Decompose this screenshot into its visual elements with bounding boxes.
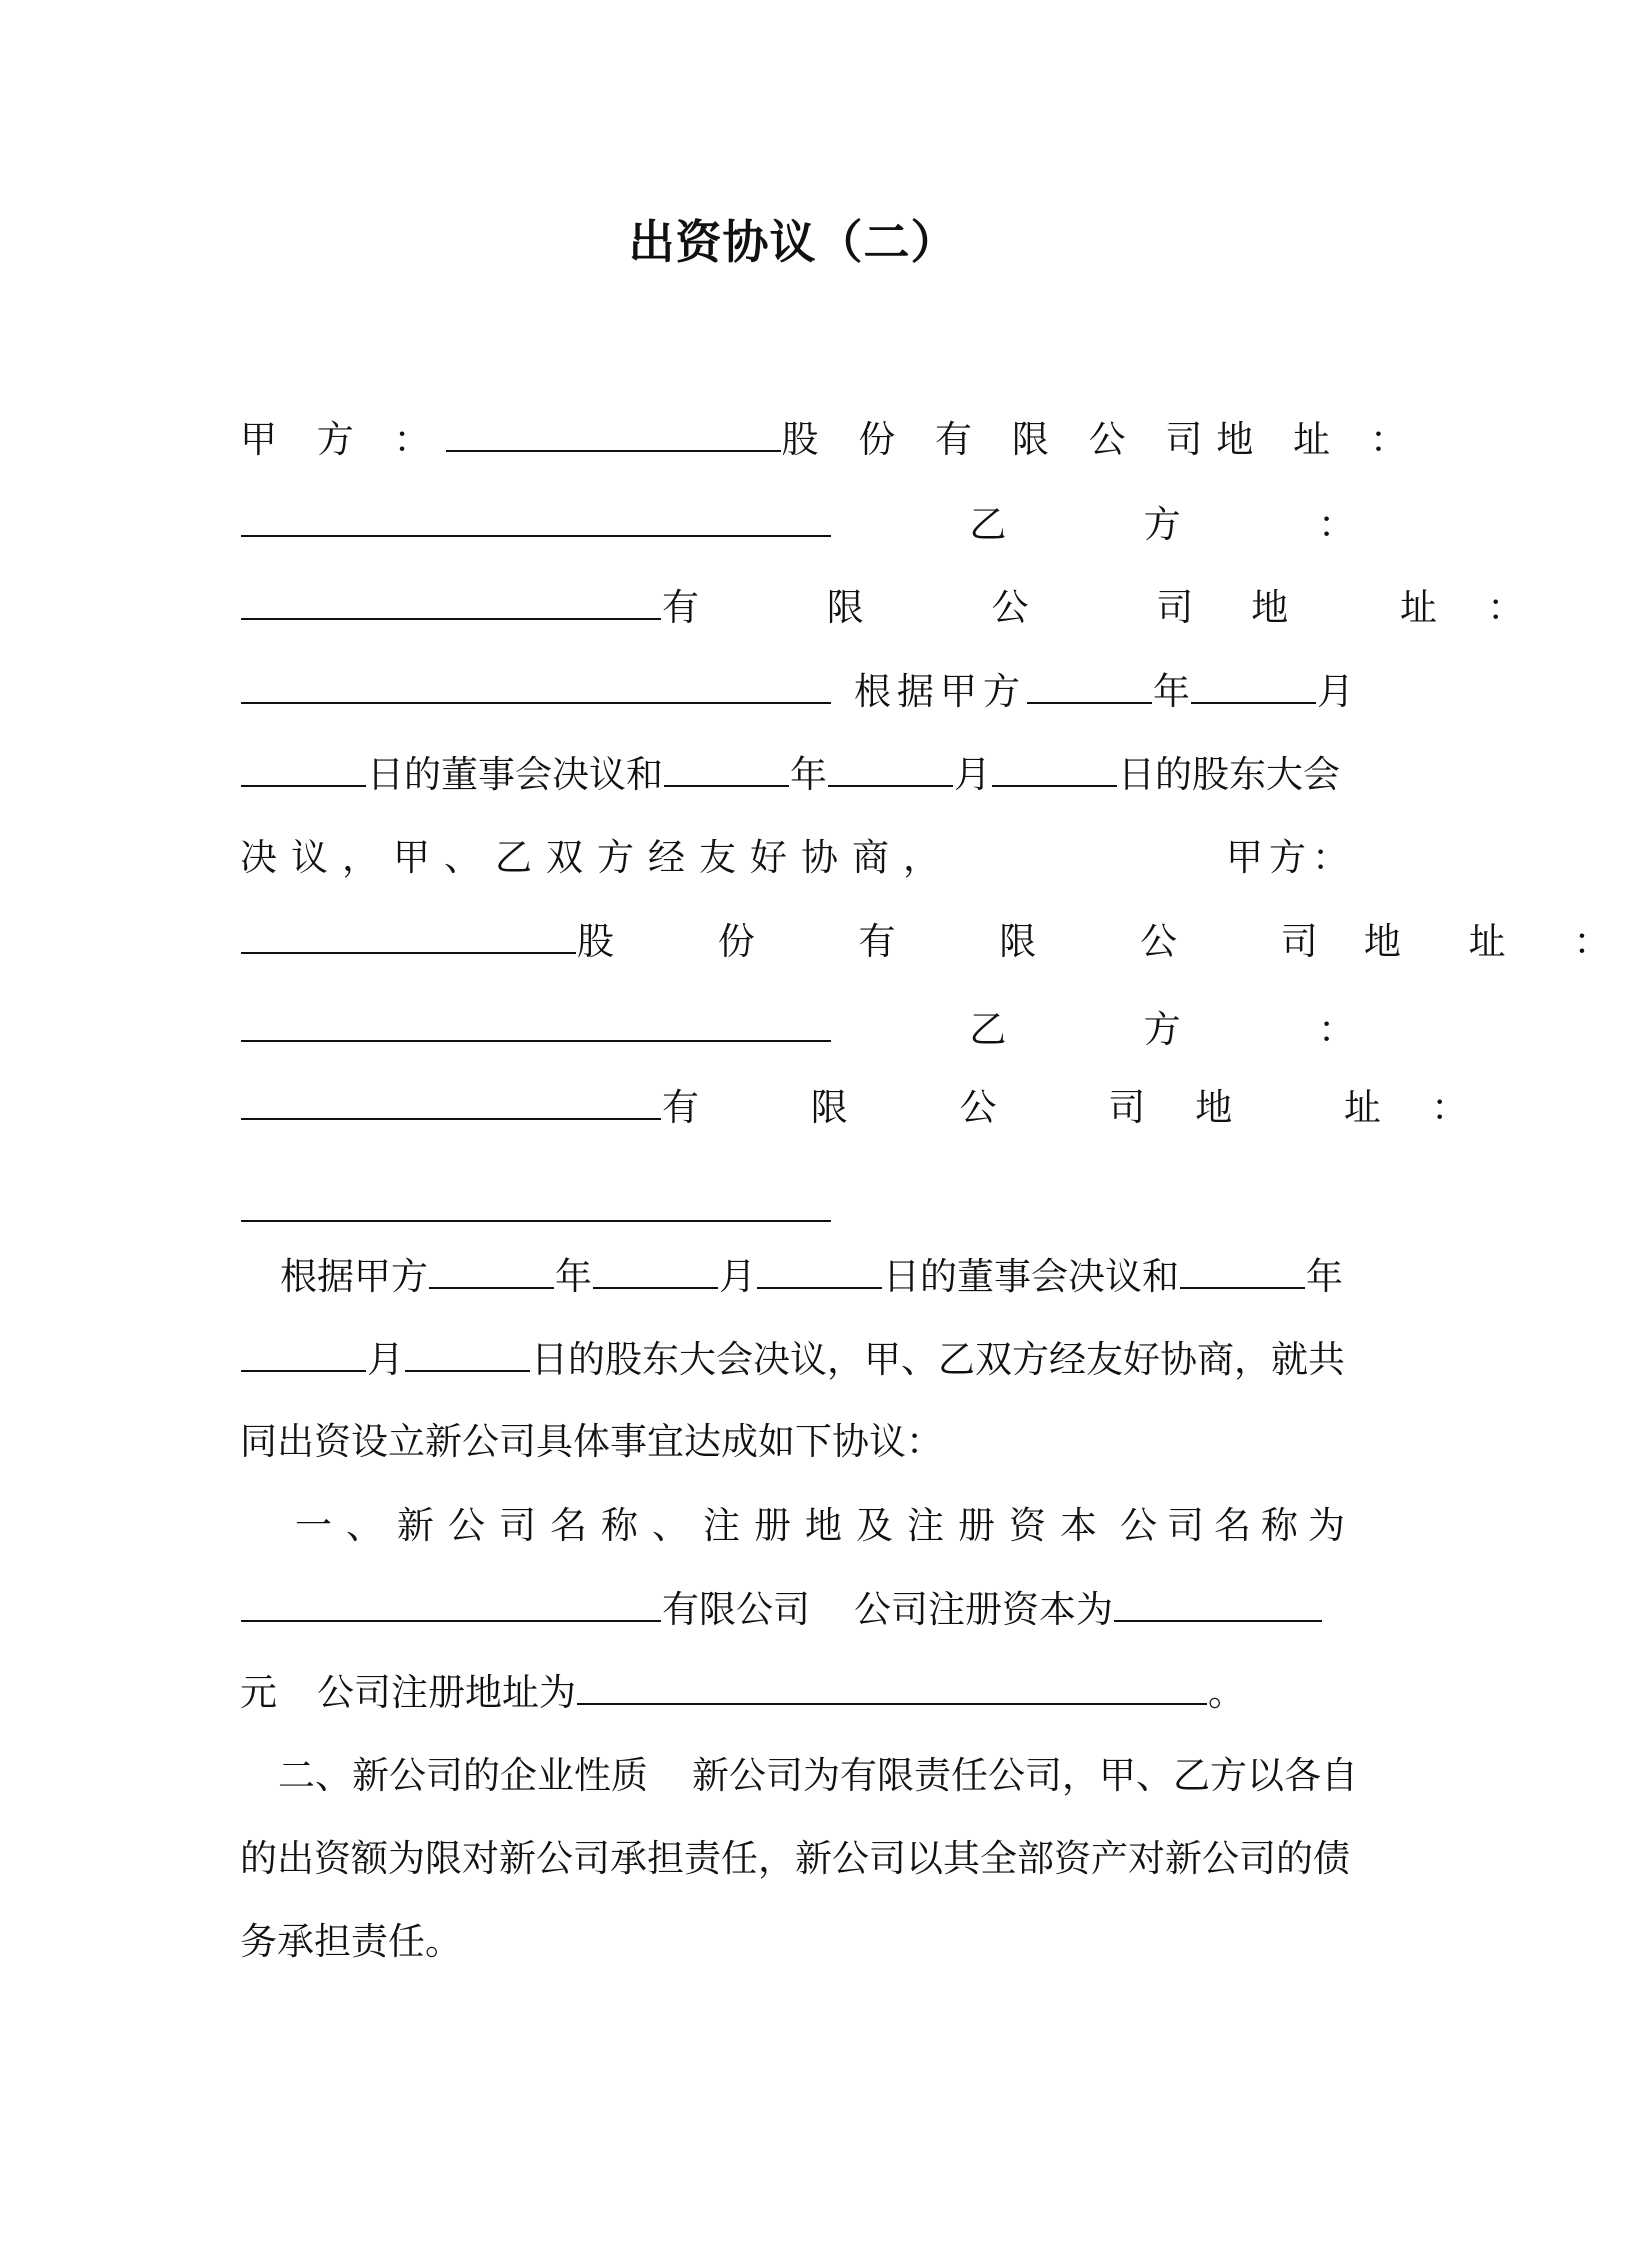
blank-company-a-2 [241, 916, 576, 954]
colon-b: ： [1317, 503, 1355, 546]
blank-day-2 [992, 749, 1117, 787]
blank-company-b-2 [241, 1082, 661, 1120]
line-company-name [240, 1580, 1355, 1640]
month-label-2: 月 [954, 753, 991, 796]
party-b-label-1: 乙 [969, 503, 1007, 546]
agreement-intro: 同出资设立新公司具体事宜达成如下协议： [240, 1420, 943, 1463]
section-2-text-1: 新公司为有限责任公司，甲、乙方以各自 [692, 1754, 1358, 1797]
shareholder-text: 日的股东大会 [1118, 753, 1340, 796]
party-b-label-2: 方 [1143, 503, 1181, 546]
body-year: 年 [555, 1255, 592, 1298]
party-b-company-2 [240, 1078, 1195, 1138]
blank-month-2 [828, 749, 953, 787]
line-section-1-title [240, 1496, 1355, 1556]
blank-body-month-2 [241, 1334, 366, 1372]
party-a-company-2 [240, 912, 1364, 972]
body-month: 月 [719, 1255, 756, 1298]
company-b-suffix-2: 有 限 公 司 [662, 1086, 1196, 1129]
section-2-text-3: 务承担责任。 [240, 1920, 462, 1963]
line-party-b-2 [240, 1078, 1469, 1138]
blank-company-name [241, 1584, 661, 1622]
blank-address-a-2 [241, 1004, 831, 1042]
section-2-title: 二、新公司的企业性质 [278, 1754, 648, 1797]
address-label-b: 地 址 [1251, 586, 1488, 629]
board-resolution-text: 日的董事会决议和 [367, 753, 663, 796]
blank-company-a [446, 414, 781, 452]
month-label: 月 [1317, 670, 1354, 713]
line-party-a-2 [240, 912, 1638, 972]
period-text: 。 [1208, 1671, 1245, 1714]
blank-registered-capital [1114, 1584, 1322, 1622]
company-a-suffix: 股 份 有 限 公 司 [781, 418, 1217, 461]
party-a-company [445, 410, 1217, 470]
company-a-suffix-2: 股 份 有 限 公 司 [577, 920, 1364, 963]
line-negotiation [240, 828, 1355, 888]
blank-company-b [241, 582, 661, 620]
body-basis-text: 根据甲方 [280, 1255, 428, 1298]
blank-body-day-2 [405, 1334, 530, 1372]
line-section-2-title [240, 1746, 1358, 1806]
party-b-label-2b: 方 [1143, 1008, 1181, 1051]
document-title: 出资协议（二） [628, 215, 958, 269]
line-party-a [240, 410, 1421, 470]
year-label-2: 年 [790, 753, 827, 796]
company-name-label: 公司名称为 [1120, 1504, 1355, 1547]
basis-a-text: 根据甲方 [854, 670, 1026, 713]
blank-address-b-2 [241, 1184, 831, 1222]
blank-address-a [241, 499, 831, 537]
address-label-b-2: 地 址 [1195, 1086, 1432, 1129]
blank-registered-address [577, 1667, 1207, 1705]
section-2-text-2: 的出资额为限对新公司承担责任，新公司以其全部资产对新公司的债 [240, 1837, 1350, 1880]
line-resolutions [240, 745, 1355, 805]
colon-b-address-2: ： [1431, 1086, 1469, 1129]
line-section-2-text-2 [240, 1829, 1355, 1889]
blank-body-year [429, 1251, 554, 1289]
colon-b-2: ： [1317, 1008, 1355, 1051]
blank-address-b [241, 666, 831, 704]
party-b-company [240, 578, 1251, 638]
body-shareholder-resolution: 日的股东大会决议，甲、乙双方经友好协商，就共 [531, 1338, 1345, 1381]
line-body-shareholders [240, 1330, 1355, 1390]
body-board-resolution: 日的董事会决议和 [883, 1255, 1179, 1298]
resolution-tail: 决议，甲、乙双方经友好协商， [240, 836, 954, 879]
line-section-2-text-3 [240, 1912, 1355, 1972]
limited-company-text: 有限公司 [662, 1588, 810, 1631]
line-address-a-2 [240, 1000, 1355, 1060]
body-year-2: 年 [1306, 1255, 1343, 1298]
line-address-b-2 [240, 1180, 1355, 1240]
registered-capital-label: 公司注册资本为 [854, 1588, 1113, 1631]
party-a-label-2: 甲方： [1226, 836, 1355, 879]
blank-year-2 [664, 749, 789, 787]
registered-address-label: 公司注册地址为 [317, 1671, 576, 1714]
blank-body-year-2 [1180, 1251, 1305, 1289]
colon-b-address: ： [1487, 586, 1525, 629]
line-address-a [240, 495, 1355, 555]
line-registered-address [240, 1663, 1355, 1723]
blank-day [241, 749, 366, 787]
party-a-label: 甲 方 ： [240, 418, 445, 461]
blank-body-month [593, 1251, 718, 1289]
address-label-a: 地 址 ： [1216, 418, 1421, 461]
section-1-title: 一、新公司名称、注册地及注册资本 [295, 1504, 1111, 1547]
yuan-text: 元 [240, 1671, 277, 1714]
address-label-a-2: 地 址 ： [1363, 920, 1638, 963]
line-body-basis [240, 1247, 1355, 1307]
blank-month [1191, 666, 1316, 704]
line-party-b [240, 578, 1525, 638]
line-body-intro [240, 1412, 1355, 1472]
line-basis-a [240, 662, 1355, 722]
blank-body-day [757, 1251, 882, 1289]
company-b-suffix: 有 限 公 司 [662, 586, 1252, 629]
party-b-label-1b: 乙 [969, 1008, 1007, 1051]
year-label: 年 [1153, 670, 1190, 713]
blank-year [1027, 666, 1152, 704]
body-month-2: 月 [367, 1338, 404, 1381]
